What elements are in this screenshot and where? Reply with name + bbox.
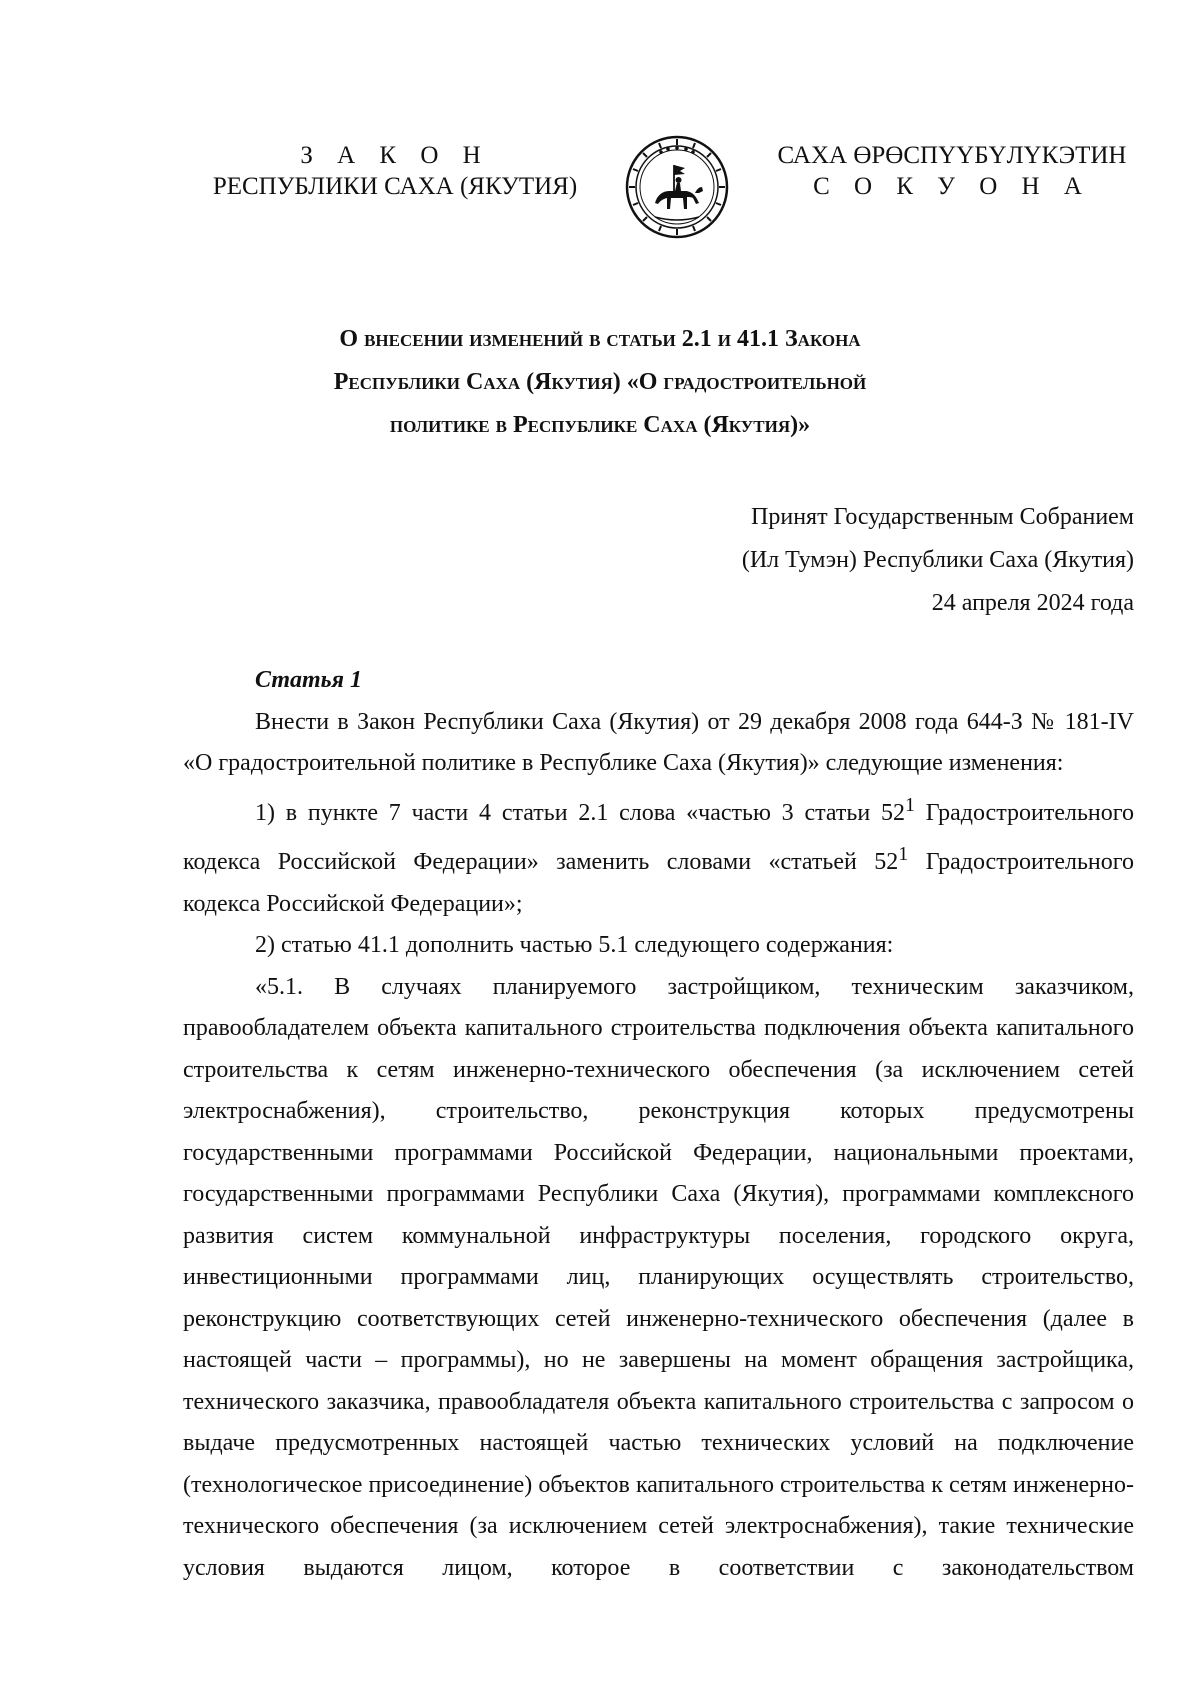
- title-line-1: О внесении изменений в статьи 2.1 и 41.1 Закона: [339, 326, 861, 352]
- header-right: [772, 140, 1132, 202]
- item1-text-b: Градостроительного кодекса Российской Федерации» заменить словами «статьей 52: [183, 799, 1134, 875]
- document-title: [200, 318, 1000, 447]
- title-line-2: Республики Саха (Якутия) «О градостроительной: [333, 369, 867, 395]
- header-right-law-word: С О К У О Н А: [813, 173, 1091, 200]
- item1-superscript-a: 1: [904, 793, 915, 816]
- adoption-line-2: (Ил Тумэн) Республики Саха (Якутия): [741, 547, 1134, 573]
- adoption-note: [574, 496, 1134, 625]
- article-intro-line-2: «О градостроительной политике в Республике Саха (Якутия)» следующие изменения:: [183, 750, 1064, 776]
- header-right-republic: САХА ӨРӨСПҮҮБҮЛҮКЭТИН: [777, 142, 1127, 169]
- title-line-3: политике в Республике Саха (Якутия)»: [389, 412, 811, 438]
- header-left-law-word: З А К О Н: [300, 142, 490, 169]
- adoption-line-1: Принят Государственным Собранием: [751, 504, 1134, 530]
- header-left-republic: РЕСПУБЛИКИ САХА (ЯКУТИЯ): [212, 173, 578, 200]
- article-quote-paragraph: «5.1. В случаях планируемого застройщиком, техническим заказчиком, правообладателем объекта капитального строительства подключения объекта капитального строительства к сетям инженерно-технического обеспечения (за исключением сетей электроснабжения), строительство, реконструкция которых предусмотрены государственными программами Российской Федерации, национальными проектами, государственными программами Республики Саха (Якутия), программами комплексного развития систем коммунальной инфраструктуры поселения, городского округа, инвестиционными программами лиц, планирующих осуществлять строительство, реконструкцию соответствующих сетей инженерно-технического обеспечения (далее в настоящей части – программы), но не завершены на момент обращения застройщика, технического заказчика, правообладателя объекта капитального строительства с запросом о выдаче предусмотренных настоящей частью технических условий на подключение (технологическое присоединение) объектов капитального строительства к сетям инженерно-технического обеспечения (за исключением сетей электроснабжения), такие технические условия выдаются лицом, которое в соответствии с законодательством: [183, 973, 1134, 1581]
- article-item-2: 2) статью 41.1 дополнить частью 5.1 следующего содержания:: [255, 932, 894, 958]
- article-title: Статья 1: [255, 667, 363, 693]
- item1-superscript-b: 1: [898, 843, 909, 865]
- adoption-date: 24 апреля 2024 года: [931, 590, 1134, 616]
- coat-of-arms-emblem: [625, 135, 729, 239]
- article-item-1: [183, 785, 1134, 926]
- item1-text-c: Градостроительного кодекса Российской Федерации»;: [183, 849, 1134, 917]
- article-intro-line-1: Внести в Закон Республики Саха (Якутия) от 29 декабря 2008 года 644-З № 181-IV: [255, 708, 1134, 735]
- article-body: [183, 660, 1134, 1589]
- header-left: [195, 140, 595, 202]
- item1-text-a: 1) в пункте 7 части 4 статьи 2.1 слова «частью 3 статьи 52: [255, 799, 905, 826]
